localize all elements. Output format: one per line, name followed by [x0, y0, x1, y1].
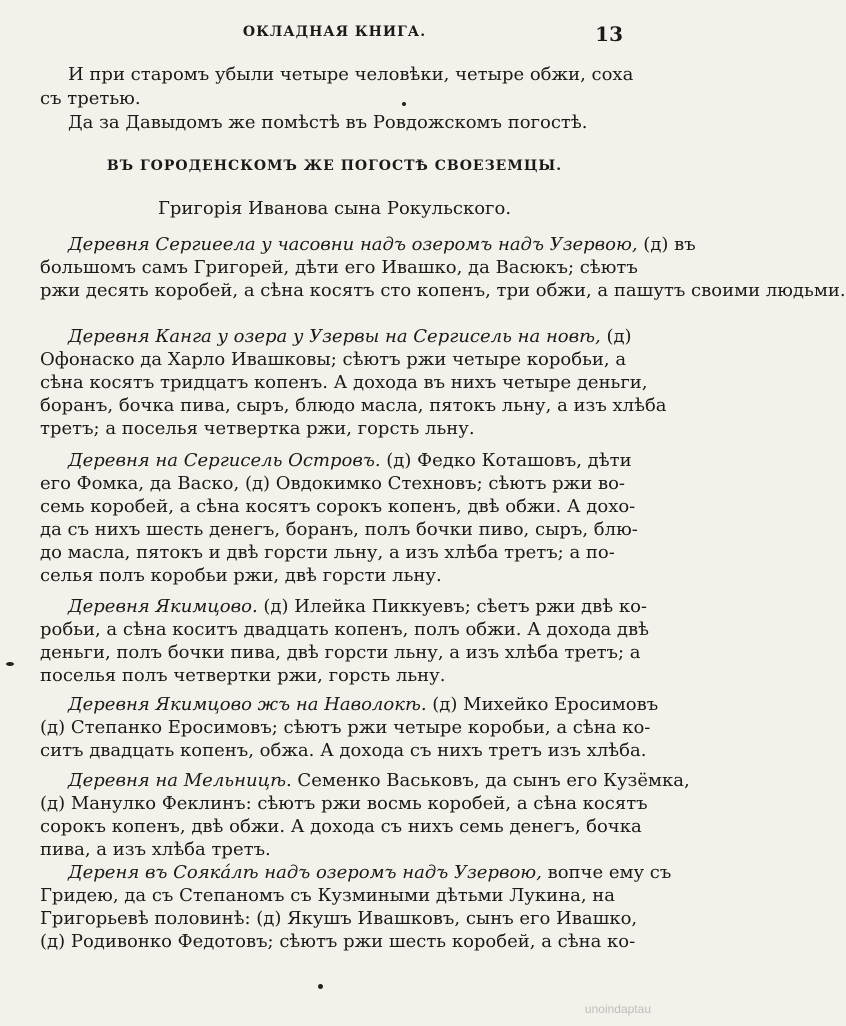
paragraph-line: деньги, полъ бочки пива, двѣ горсти льну, а изъ хлѣба третъ; а	[40, 642, 641, 663]
village-name: Деревня на Мельницѣ.	[68, 770, 292, 791]
village-name: Деревня Якимцово.	[68, 596, 258, 617]
paragraph-line: третъ; а поселья четвертка ржи, горсть льну.	[40, 418, 475, 439]
village-name: Деревня Сергиеела у часовни надъ озеромъ надъ Узервою,	[68, 234, 638, 255]
paragraph-text: (д) Илейка Пиккуевъ; сѣетъ ржи двѣ ко-	[257, 596, 648, 617]
intro-line: Да за Давыдомъ же помѣстѣ въ Ровдожскомъ погостѣ.	[68, 112, 588, 133]
paragraph-text: (д) Федко Коташовъ, дѣти	[380, 450, 632, 471]
paragraph-line: (д) Родивонко Федотовъ; сѣютъ ржи шесть коробей, а сѣна ко-	[40, 931, 636, 952]
paragraph-text: (д)	[600, 326, 632, 347]
paragraph-line: сѣна косятъ тридцатъ копенъ. А дохода въ нихъ четыре деньги,	[40, 372, 648, 393]
paragraph-line: сорокъ копенъ, двѣ обжи. А дохода съ нихъ семь денегъ, бочка	[40, 816, 642, 837]
scan-speck	[318, 984, 323, 989]
village-name: Деревня на Сергисель Островъ.	[68, 450, 381, 471]
paragraph-line: семь коробей, а сѣна косятъ сорокъ копенъ, двѣ обжи. А дохо-	[40, 496, 636, 517]
paragraph-line: поселья полъ четвертки ржи, горсть льну.	[40, 665, 446, 686]
paragraph-line: Офонаско да Харло Ивашковы; сѣютъ ржи четыре коробьи, а	[40, 349, 627, 370]
paragraph-line: Григорьевѣ половинѣ: (д) Якушъ Ивашковъ, сынъ его Ивашко,	[40, 908, 638, 929]
paragraph-first-line	[68, 694, 659, 716]
paragraph-first-line	[68, 326, 632, 348]
page-number: 13	[595, 22, 623, 46]
paragraph-line: ржи десять коробей, а сѣна косятъ сто копенъ, три обжи, а пашутъ своими людьми.	[40, 280, 846, 301]
watermark: unoindaptau	[584, 1002, 651, 1016]
intro-line: съ третью.	[40, 88, 141, 109]
header-title: ОКЛАДНАЯ КНИГА.	[242, 24, 427, 40]
paragraph-line: до масла, пятокъ и двѣ горсти льну, а изъ хлѣба третъ; а по-	[40, 542, 615, 563]
paragraph-line: ситъ двадцать копенъ, обжа. А дохода съ нихъ третъ изъ хлѣба.	[40, 740, 647, 761]
village-name: Деревня Якимцово жъ на Наволокѣ.	[68, 694, 427, 715]
paragraph-first-line	[68, 596, 648, 618]
paragraph-line: боранъ, бочка пива, сыръ, блюдо масла, пятокъ льну, а изъ хлѣба	[40, 395, 667, 416]
paragraph-text: (д) Михейко Еросимовъ	[426, 694, 659, 715]
paragraph-first-line	[68, 862, 672, 884]
paragraph-first-line	[68, 770, 690, 792]
paragraph-line: пива, а изъ хлѣба третъ.	[40, 839, 271, 860]
paragraph-line: большомъ самъ Григорей, дѣти его Ивашко, да Васюкъ; сѣютъ	[40, 257, 638, 278]
intro-line: И при старомъ убыли четыре человѣки, четыре обжи, соха	[68, 64, 634, 85]
paragraph-line: (д) Степанко Еросимовъ; сѣютъ ржи четыре коробьи, а сѣна ко-	[40, 717, 651, 738]
owner-title: Григорія Иванова сына Рокульского.	[157, 198, 512, 219]
paragraph-first-line	[68, 234, 696, 256]
paragraph-line: селья полъ коробьи ржи, двѣ горсти льну.	[40, 565, 442, 586]
running-header	[0, 24, 669, 48]
paragraph-first-line	[68, 450, 632, 472]
scan-speck	[402, 102, 406, 106]
paragraph-text: вопче ему съ	[541, 862, 672, 883]
paragraph-text: Семенко Васьковъ, да сынъ его Кузёмка,	[291, 770, 690, 791]
paragraph-line: робьи, а сѣна коситъ двадцать копенъ, полъ обжи. А дохода двѣ	[40, 619, 650, 640]
paragraph-text: (д) въ	[637, 234, 696, 255]
village-name: Дереня въ Сояка́лѣ надъ озеромъ надъ Узервою,	[68, 862, 542, 883]
paragraph-line: Гридею, да съ Степаномъ съ Кузмиными дѣтьми Лукина, на	[40, 885, 616, 906]
village-name: Деревня Канга у озера у Узервы на Сергисель на новѣ,	[68, 326, 601, 347]
paragraph-line: да съ нихъ шесть денегъ, боранъ, полъ бочки пиво, сыръ, блю-	[40, 519, 638, 540]
scan-speck	[6, 662, 14, 666]
section-title: ВЪ ГОРОДЕНСКОМЪ ЖЕ ПОГОСТѢ СВОЕЗЕМЦЫ.	[106, 158, 563, 174]
paragraph-line: его Фомка, да Васко, (д) Овдокимко Стехновъ; сѣютъ ржи во-	[40, 473, 625, 494]
paragraph-line: (д) Манулко Феклинъ: сѣютъ ржи восмь коробей, а сѣна косятъ	[40, 793, 648, 814]
